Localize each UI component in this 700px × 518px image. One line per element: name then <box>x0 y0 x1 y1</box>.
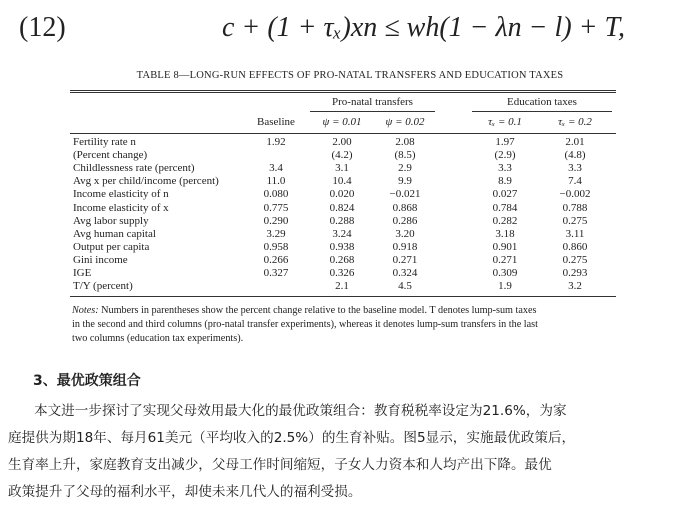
paragraph-line: 庭提供为期18年、每月61美元（平均收入的2.5%）的生育补贴。图5显示，实施最优政策后， <box>8 430 576 446</box>
row-label: Output per capita <box>73 240 150 253</box>
row-label: (Percent change) <box>73 149 148 162</box>
table-cell: 0.901 <box>492 240 518 253</box>
table-notes <box>72 304 620 346</box>
table-cell: 2.1 <box>335 280 349 293</box>
table-cell: 2.9 <box>398 162 412 175</box>
table-cell: 9.9 <box>398 175 412 188</box>
col-header-tau-01: τₓ = 0.1 <box>488 116 522 128</box>
table-cell: 0.290 <box>263 214 289 227</box>
table-cell: 0.268 <box>329 253 355 266</box>
table-cell: 1.9 <box>498 280 512 293</box>
group-header-pronatal: Pro-natal transfers <box>332 96 413 108</box>
row-label: Avg x per child/income (percent) <box>73 175 219 188</box>
col-header-baseline: Baseline <box>257 116 295 128</box>
table-top-rule-2 <box>70 92 616 93</box>
table-bottom-rule <box>70 296 616 297</box>
table-cell: (4.8) <box>564 149 586 162</box>
row-label: Avg human capital <box>73 227 156 240</box>
table-cell: 3.2 <box>568 280 582 293</box>
group-header-education: Education taxes <box>507 96 577 108</box>
row-label: T/Y (percent) <box>73 280 133 293</box>
table-cell: 0.327 <box>263 267 289 279</box>
notes-line-1: Numbers in parentheses show the percent change relative to the baseline model. T denotes lump-sum taxes <box>101 305 537 316</box>
table-cell: 0.958 <box>263 240 289 253</box>
table-cell: 2.00 <box>332 136 352 148</box>
table-cell: 3.11 <box>565 227 585 240</box>
row-label: Fertility rate n <box>73 136 136 148</box>
row-label: Income elasticity of x <box>73 201 169 214</box>
table-cell: 7.4 <box>568 175 582 188</box>
table-cell: 0.020 <box>329 188 355 201</box>
notes-label: Notes: <box>72 305 99 316</box>
table-cell: 3.24 <box>332 227 352 240</box>
table-cell: 0.266 <box>263 253 289 266</box>
table-cell: 0.938 <box>329 240 355 253</box>
equation-number: (12) <box>19 12 66 43</box>
table-cell: 3.18 <box>495 227 515 240</box>
table-cell: 0.868 <box>392 201 418 214</box>
table-cell: 0.080 <box>263 188 289 201</box>
table-cell: 3.1 <box>335 162 349 175</box>
table-cell: 0.271 <box>392 253 418 266</box>
row-label: Childlessness rate (percent) <box>73 162 195 175</box>
table-cell: 2.08 <box>395 136 415 148</box>
col-header-psi-002: ψ = 0.02 <box>385 116 425 128</box>
table-cell: 3.20 <box>395 227 415 240</box>
table-cell: 3.3 <box>498 162 512 175</box>
table-cell: 3.4 <box>269 162 283 175</box>
group-rule-education <box>472 111 612 112</box>
paragraph-line: 生育率上升，家庭教育支出减少，父母工作时间缩短，子女人力资本和人均产出下降。最优 <box>8 457 552 473</box>
table-top-rule <box>70 90 616 91</box>
table-cell: 1.97 <box>495 136 515 148</box>
section-paragraph <box>8 398 688 506</box>
table-cell: −0.002 <box>559 188 591 201</box>
table-cell: 4.5 <box>398 280 412 293</box>
table-cell: 0.288 <box>329 214 355 227</box>
table-cell: 0.286 <box>392 214 418 227</box>
table-cell: 0.027 <box>492 188 518 201</box>
table-cell: 2.01 <box>565 136 585 148</box>
table-cell: 11.0 <box>266 175 286 188</box>
table-cell: (8.5) <box>394 149 416 162</box>
table-cell: (2.9) <box>494 149 516 162</box>
table-cell: (4.2) <box>331 149 353 162</box>
table-cell: −0.021 <box>389 188 421 201</box>
table-cell: 0.824 <box>329 201 355 214</box>
table-cell: 0.309 <box>492 267 518 279</box>
table-cell: 0.324 <box>392 267 418 279</box>
table-cell: 0.326 <box>329 267 355 279</box>
row-label: IGE <box>73 267 92 279</box>
group-rule-pronatal <box>310 111 435 112</box>
col-header-tau-02: τₓ = 0.2 <box>558 116 592 128</box>
table-cell: 0.275 <box>562 253 588 266</box>
table-cell: 1.92 <box>266 136 286 148</box>
table-cell: 0.282 <box>492 214 518 227</box>
table-cell: 0.784 <box>492 201 518 214</box>
table-cell: 3.29 <box>266 227 286 240</box>
equation-block <box>0 0 700 60</box>
table-cell: 0.293 <box>562 267 588 279</box>
row-label: Gini income <box>73 253 128 266</box>
table-cell: 0.271 <box>492 253 518 266</box>
notes-line-3: two columns (education tax experiments). <box>72 333 244 344</box>
table-cell: 0.775 <box>263 201 289 214</box>
table-cell: 0.275 <box>562 214 588 227</box>
table-header-rule <box>70 133 616 134</box>
paragraph-line: 本文进一步探讨了实现父母效用最大化的最优政策组合：教育税税率设定为21.6%，为家 <box>34 403 567 419</box>
row-label: Avg labor supply <box>73 214 149 227</box>
table-cell: 0.918 <box>392 240 418 253</box>
paragraph-line: 政策提升了父母的福利水平，却使未来几代人的福利受损。 <box>8 484 362 500</box>
notes-line-2: in the second and third columns (pro-natal transfer experiments), whereas it denotes lump-sum transfers in the last <box>72 319 538 330</box>
row-label: Income elasticity of n <box>73 188 169 201</box>
table-caption: TABLE 8—LONG-RUN EFFECTS OF PRO-NATAL TRANSFERS AND EDUCATION TAXES <box>136 70 564 81</box>
table-cell: 10.4 <box>332 175 352 188</box>
section-heading: 3、最优政策组合 <box>33 373 141 389</box>
table-cell: 0.788 <box>562 201 588 214</box>
equation-text: c + (1 + τₓ)xn ≤ wh(1 − λn − l) + T, <box>222 12 626 43</box>
table-cell: 0.860 <box>562 240 588 253</box>
col-header-psi-001: ψ = 0.01 <box>322 116 362 128</box>
table-cell: 8.9 <box>498 175 512 188</box>
table-cell: 3.3 <box>568 162 582 175</box>
